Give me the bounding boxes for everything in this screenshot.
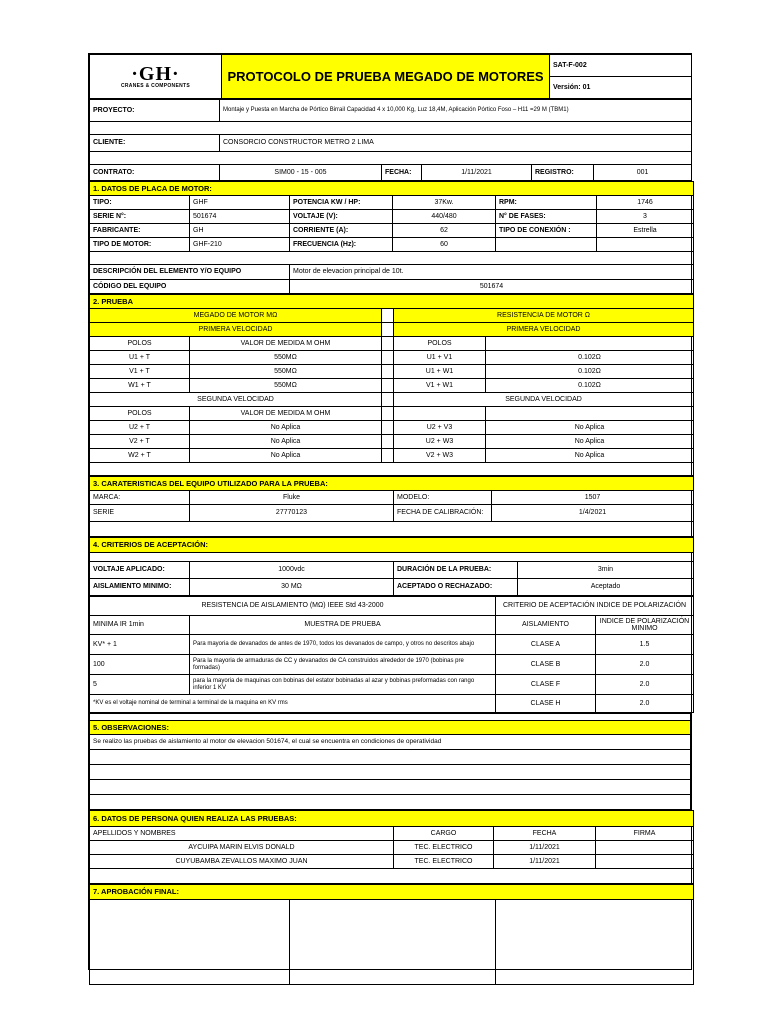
aislamiento-minimo-label: AISLAMIENTO MINIMO: [90, 579, 190, 596]
resist-valor: No Aplica [486, 449, 694, 463]
persona-nombre: AYCUIPA MARIN ELVIS DONALD [90, 841, 394, 855]
megado-polo: V2 + T [90, 435, 190, 449]
persona-nombre: CUYUBAMBA ZEVALLOS MAXIMO JUAN [90, 855, 394, 869]
fabricante-label: FABRICANTE: [90, 224, 190, 238]
section-placa-header: 1. DATOS DE PLACA DE MOTOR: [90, 182, 694, 196]
criterio-clase: CLASE F [496, 675, 596, 695]
header-table [89, 54, 692, 99]
megado-polos-header-2: POLOS [90, 407, 190, 421]
conexion-value: Estrella [597, 224, 694, 238]
persona-cargo: TEC. ELECTRICO [394, 855, 494, 869]
tipo-motor-value: GHF-210 [190, 238, 290, 252]
megado-polo: W1 + T [90, 379, 190, 393]
resist-polo: U1 + V1 [394, 351, 486, 365]
indice-col-header: INDICE DE POLARIZACIÓN MINIMO [596, 616, 694, 635]
modelo-value: 1507 [492, 491, 694, 505]
voltaje-label: VOLTAJE (V): [290, 210, 393, 224]
observaciones-table [89, 713, 691, 810]
criterios-table [89, 537, 694, 596]
modelo-label: MODELO: [394, 491, 492, 505]
section-aprobacion-header: 7. APROBACIÓN FINAL: [90, 885, 694, 900]
section-personas-header: 6. DATOS DE PERSONA QUIEN REALIZA LAS PRUEBAS: [90, 811, 694, 827]
aislamiento-col-header: AISLAMIENTO [496, 616, 596, 635]
megado-polo: V1 + T [90, 365, 190, 379]
resist-valor: 0.102Ω [486, 351, 694, 365]
prueba-row [90, 421, 694, 435]
logo-mark: ·GH· [131, 62, 180, 85]
criterio-row [90, 695, 694, 713]
megado-polo: U2 + T [90, 421, 190, 435]
ieee-title: RESISTENCIA DE AISLAMIENTO (MΩ) IEEE Std 43-2000 [90, 597, 496, 616]
resist-polos-header: POLOS [394, 337, 486, 351]
company-logo [90, 55, 222, 99]
criterio-minima: 100 [90, 655, 190, 675]
persona-cargo: TEC. ELECTRICO [394, 841, 494, 855]
calibracion-label: FECHA DE CALIBRACIÓN: [394, 505, 492, 522]
frecuencia-label: FRECUENCIA (Hz): [290, 238, 393, 252]
resist-valor: 0.102Ω [486, 365, 694, 379]
megado-valor-header-2: VALOR DE MEDIDA M OHM [190, 407, 382, 421]
tipo-motor-label: TIPO DE MOTOR: [90, 238, 190, 252]
prueba-row [90, 379, 694, 393]
persona-row [90, 841, 694, 855]
nombres-col-header: APELLIDOS Y NOMBRES [90, 827, 394, 841]
proyecto-value: Montaje y Puesta en Marcha de Pórtico Birrail Capacidad 4 x 10,000 Kg, Luz 18,4M, Aplicación Pórtico Foso – H11 =29 M (TBM1) [220, 100, 692, 122]
criterio-indice: 2.0 [596, 695, 694, 713]
logo-subtitle: CRANES & COMPONENTS [120, 82, 191, 89]
descripcion-label: DESCRIPCIÓN DEL ELEMENTO Y/O EQUIPO [90, 265, 290, 280]
resist-polo: V1 + W1 [394, 379, 486, 393]
megado-valor: 550MΩ [190, 379, 382, 393]
serie-equipo-label: SERIE [90, 505, 190, 522]
ieee-table [89, 596, 694, 713]
marca-value: Fluke [190, 491, 394, 505]
proyecto-label: PROYECTO: [90, 100, 220, 122]
criterio-nota: *KV es el voltaje nominal de terminal a terminal de la maquina en KV rms [90, 695, 496, 713]
voltaje-aplicado-value: 1000vdc [190, 562, 394, 579]
criterio-minima: 5 [90, 675, 190, 695]
serie-value: 501674 [190, 210, 290, 224]
firma-col-header: FIRMA [596, 827, 694, 841]
codigo-label: CÓDIGO DEL EQUIPO [90, 280, 290, 294]
persona-firma [596, 855, 694, 869]
serie-equipo-value: 27770123 [190, 505, 394, 522]
voltaje-aplicado-label: VOLTAJE APLICADO: [90, 562, 190, 579]
megado-valor-header: VALOR DE MEDIDA M OHM [190, 337, 382, 351]
aceptado-value: Aceptado [518, 579, 694, 596]
protocol-sheet [88, 53, 692, 970]
descripcion-value: Motor de elevacion principal de 10t. [290, 265, 694, 280]
conexion-label: TIPO DE CONEXIÓN : [496, 224, 597, 238]
fecha-label: FECHA: [382, 165, 422, 181]
cliente-value: CONSORCIO CONSTRUCTOR METRO 2 LIMA [220, 135, 692, 152]
document-title: PROTOCOLO DE PRUEBA MEGADO DE MOTORES [222, 55, 550, 99]
resist-valor: No Aplica [486, 435, 694, 449]
persona-fecha: 1/11/2021 [494, 841, 596, 855]
criterio-muestra: para la mayoria de maquinas con bobinas del estator bobinadas al azar y bobinas preformadas con rango inferior 1 KV [190, 675, 496, 695]
aprobacion-box-2 [290, 900, 496, 985]
criterio-clase: CLASE H [496, 695, 596, 713]
aislamiento-minimo-value: 30 MΩ [190, 579, 394, 596]
aprobacion-table [89, 884, 694, 985]
criterio-indice: 1.5 [596, 635, 694, 655]
fecha-col-header: FECHA [494, 827, 596, 841]
polarizacion-title: CRITERIO DE ACEPTACIÓN INDICE DE POLARIZACIÓN [496, 597, 694, 616]
resist-valor: No Aplica [486, 421, 694, 435]
persona-firma [596, 841, 694, 855]
prueba-row [90, 351, 694, 365]
criterio-muestra: Para la mayoria de armaduras de CC y devanados de CA construidos alrededor de 1970 (bobinas pre formadas) [190, 655, 496, 675]
fabricante-value: GH [190, 224, 290, 238]
section-equipo-header: 3. CARATERISTICAS DEL EQUIPO UTILIZADO PARA LA PRUEBA: [90, 477, 694, 491]
duracion-label: DURACIÓN DE LA PRUEBA: [394, 562, 518, 579]
tipo-label: TIPO: [90, 196, 190, 210]
placa-table [89, 181, 694, 294]
contrato-value: SIM00 - 15 - 005 [220, 165, 382, 181]
criterio-row [90, 675, 694, 695]
fases-label: N° DE FASES: [496, 210, 597, 224]
aprobacion-box-3 [496, 900, 694, 985]
registro-value: 001 [594, 165, 692, 181]
resist-polo: U2 + V3 [394, 421, 486, 435]
serie-label: SERIE N°: [90, 210, 190, 224]
section-criterios-header: 4. CRITERIOS DE ACEPTACIÓN: [90, 538, 694, 553]
section-prueba-header: 2. PRUEBA [90, 295, 694, 309]
criterio-minima: KV* + 1 [90, 635, 190, 655]
observaciones-text: Se realizo las pruebas de aislamiento al motor de elevacion 501674, el cual se encuentra en condiciones de operatividad [90, 735, 691, 750]
resist-polo: V2 + W3 [394, 449, 486, 463]
aprobacion-box-1 [90, 900, 290, 985]
criterio-indice: 2.0 [596, 655, 694, 675]
megado-valor: No Aplica [190, 449, 382, 463]
criterio-muestra: Para mayoria de devanados de antes de 1970, todos los devanados de campo, y otros no descritos abajo [190, 635, 496, 655]
calibracion-value: 1/4/2021 [492, 505, 694, 522]
megado-valor: 550MΩ [190, 351, 382, 365]
codigo-value: 501674 [290, 280, 694, 294]
prueba-table [89, 294, 694, 476]
corriente-label: CORRIENTE (A): [290, 224, 393, 238]
corriente-value: 62 [393, 224, 496, 238]
fases-value: 3 [597, 210, 694, 224]
criterio-clase: CLASE B [496, 655, 596, 675]
resist-polo: U2 + W3 [394, 435, 486, 449]
megado-valor: 550MΩ [190, 365, 382, 379]
cargo-col-header: CARGO [394, 827, 494, 841]
marca-label: MARCA: [90, 491, 190, 505]
resistencia-title: RESISTENCIA DE MOTOR Ω [394, 309, 694, 323]
criterio-row [90, 655, 694, 675]
criterio-clase: CLASE A [496, 635, 596, 655]
potencia-value: 37Kw. [393, 196, 496, 210]
document-version: Versión: 01 [550, 77, 692, 99]
persona-fecha: 1/11/2021 [494, 855, 596, 869]
megado-polo: U1 + T [90, 351, 190, 365]
section-observaciones-header: 5. OBSERVACIONES: [90, 721, 691, 735]
prueba-row [90, 365, 694, 379]
megado-polo: W2 + T [90, 449, 190, 463]
frecuencia-value: 60 [393, 238, 496, 252]
prueba-row [90, 449, 694, 463]
duracion-value: 3min [518, 562, 694, 579]
document-code: SAT-F-002 [550, 55, 692, 77]
fecha-value: 1/11/2021 [422, 165, 532, 181]
criterio-row [90, 635, 694, 655]
potencia-label: POTENCIA KW / HP: [290, 196, 393, 210]
minima-col-header: MINIMA IR 1min [90, 616, 190, 635]
prueba-row [90, 435, 694, 449]
resist-valor: 0.102Ω [486, 379, 694, 393]
general-info-table [89, 99, 692, 181]
rpm-label: RPM: [496, 196, 597, 210]
megado-primera-velocidad: PRIMERA VELOCIDAD [90, 323, 382, 337]
personas-table [89, 810, 694, 884]
voltaje-value: 440/480 [393, 210, 496, 224]
aceptado-label: ACEPTADO O RECHAZADO: [394, 579, 518, 596]
tipo-value: GHF [190, 196, 290, 210]
megado-title: MEGADO DE MOTOR MΩ [90, 309, 382, 323]
cliente-label: CLIENTE: [90, 135, 220, 152]
megado-polos-header: POLOS [90, 337, 190, 351]
resist-segunda-velocidad: SEGUNDA VELOCIDAD [394, 393, 694, 407]
criterio-indice: 2.0 [596, 675, 694, 695]
muestra-col-header: MUESTRA DE PRUEBA [190, 616, 496, 635]
resist-polo: U1 + W1 [394, 365, 486, 379]
registro-label: REGISTRO: [532, 165, 594, 181]
rpm-value: 1746 [597, 196, 694, 210]
contrato-label: CONTRATO: [90, 165, 220, 181]
megado-valor: No Aplica [190, 435, 382, 449]
equipo-table [89, 476, 694, 537]
resist-primera-velocidad: PRIMERA VELOCIDAD [394, 323, 694, 337]
megado-segunda-velocidad: SEGUNDA VELOCIDAD [90, 393, 382, 407]
persona-row [90, 855, 694, 869]
megado-valor: No Aplica [190, 421, 382, 435]
